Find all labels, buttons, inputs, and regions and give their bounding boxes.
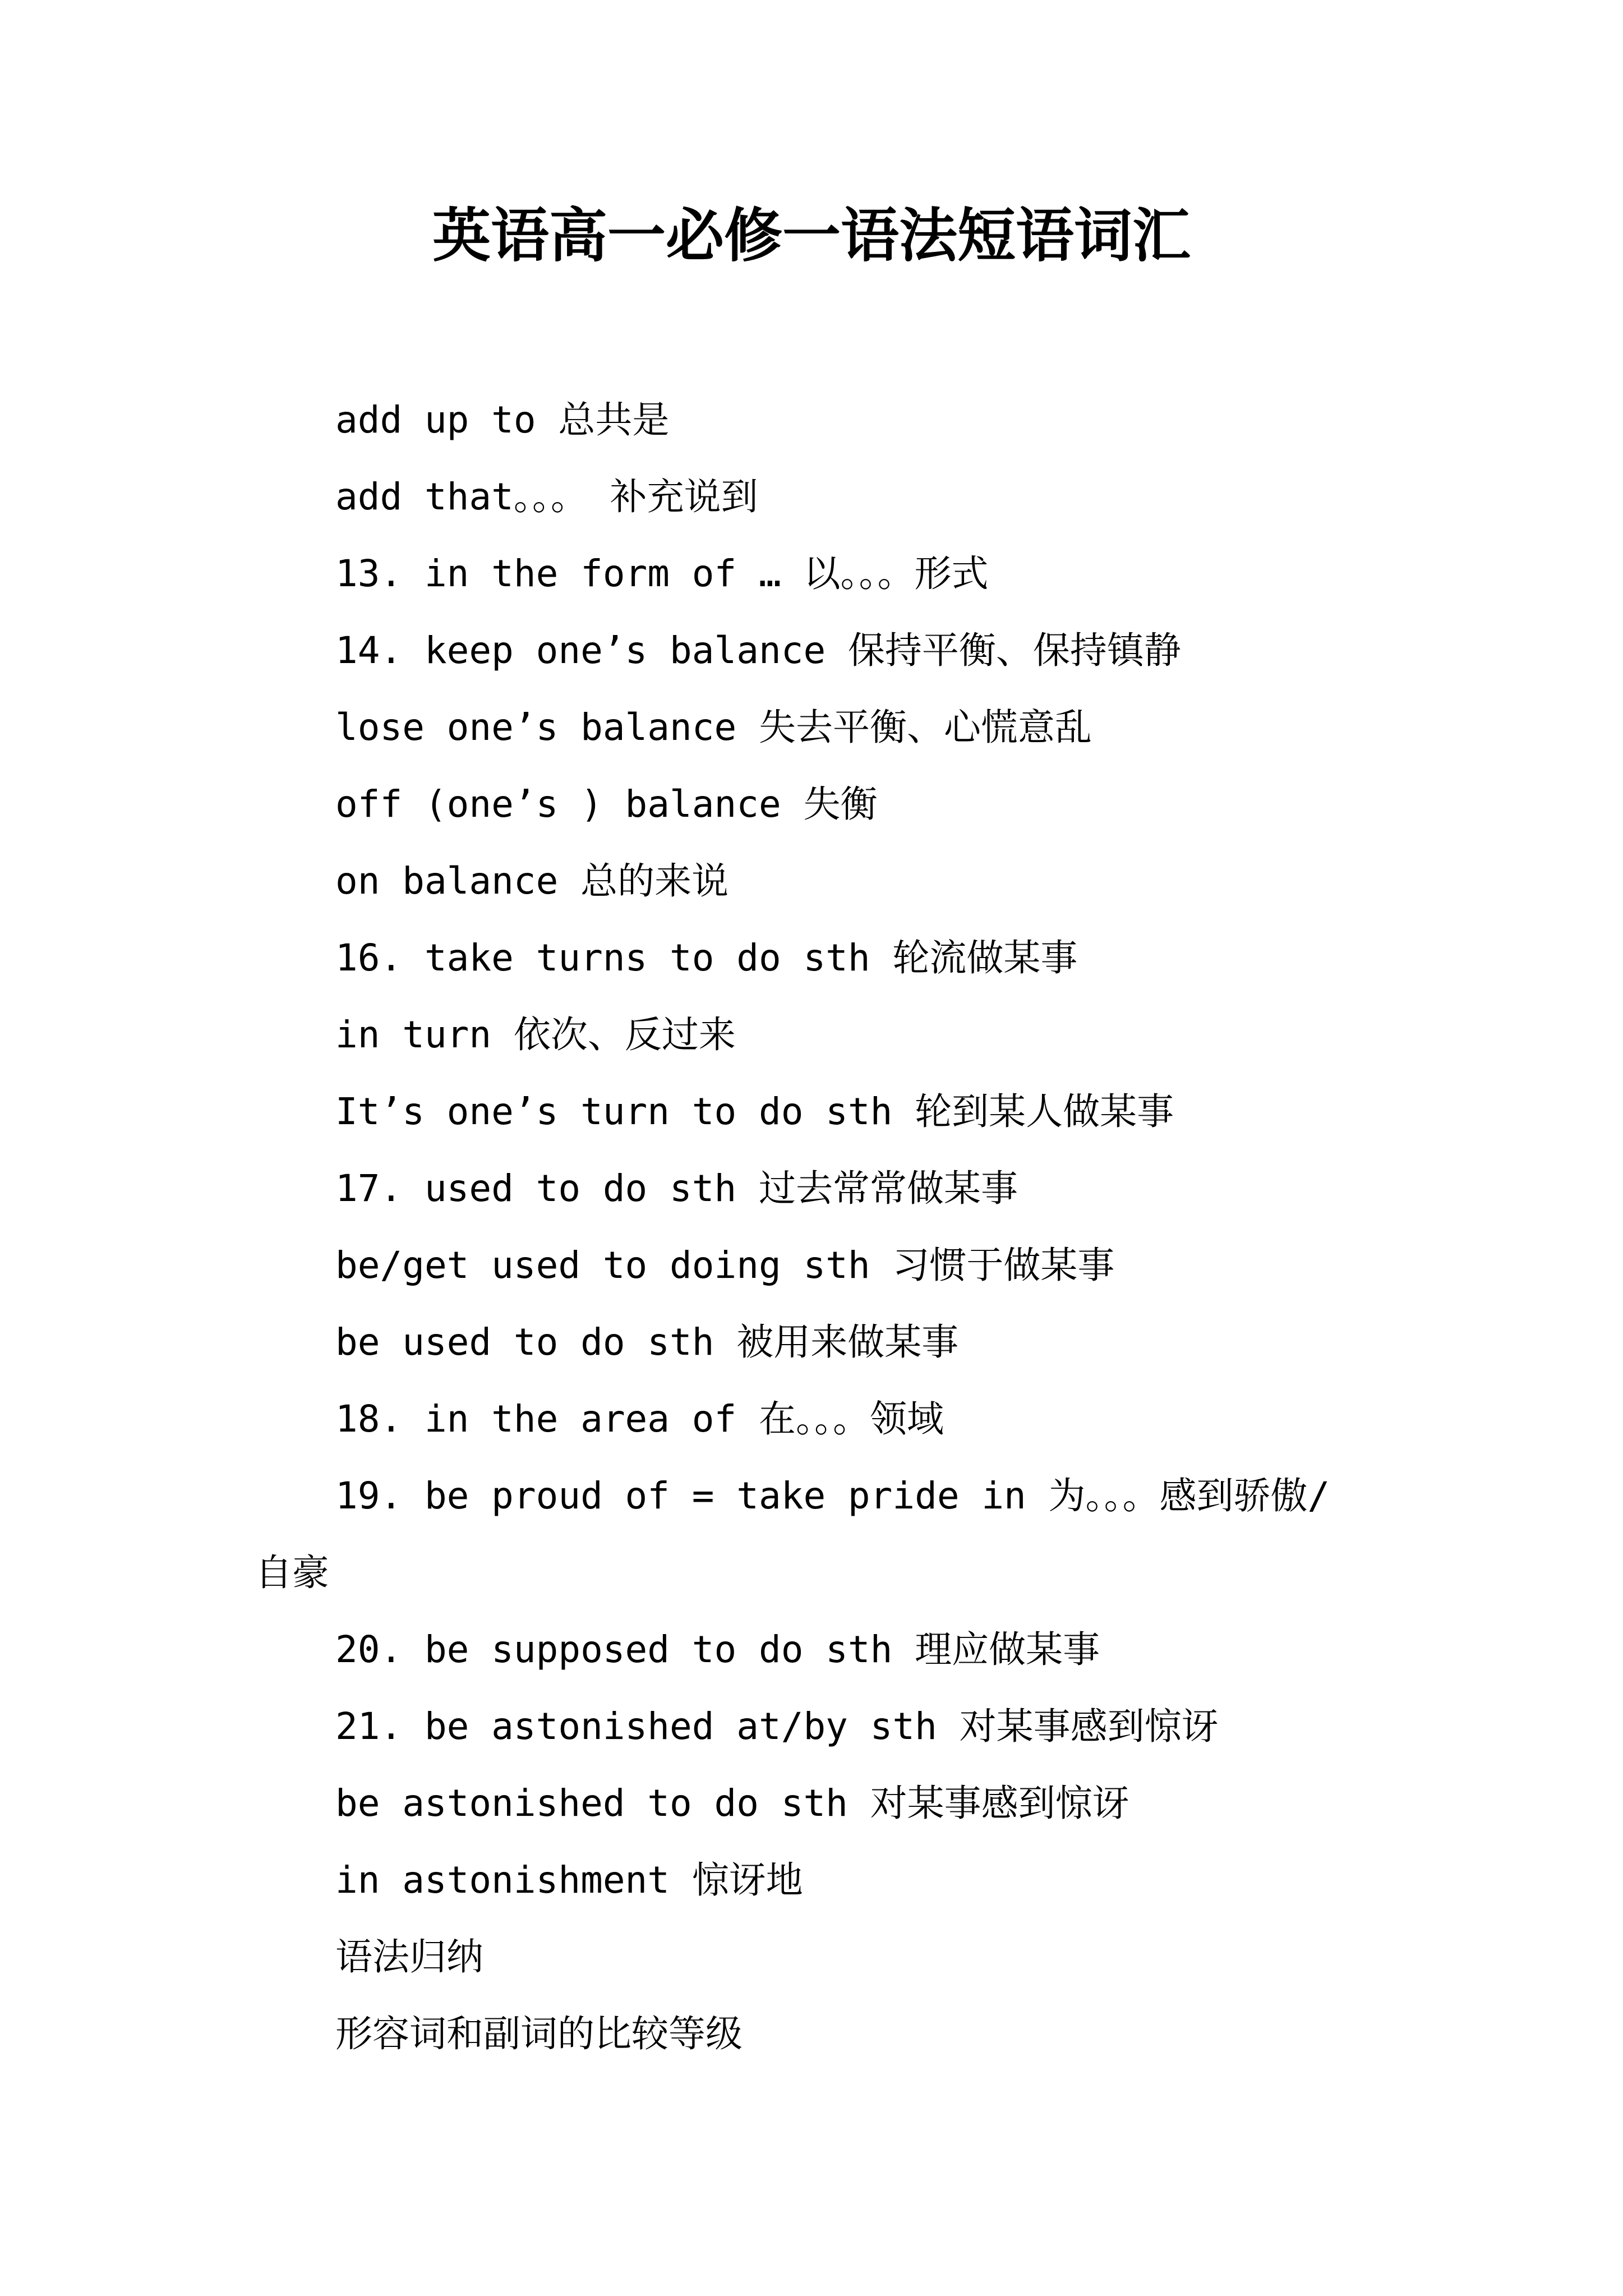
document-body xyxy=(255,381,1377,2072)
text-line-continuation: 自豪 xyxy=(255,1551,329,1594)
text-line: It’s one’s turn to do sth 轮到某人做某事 xyxy=(335,1090,1174,1133)
text-line: add up to 总共是 xyxy=(335,398,670,441)
text-line: be/get used to doing sth 习惯于做某事 xyxy=(335,1244,1115,1287)
text-line: in astonishment 惊讶地 xyxy=(335,1858,803,1902)
text-line: 13. in the form of … 以。。。形式 xyxy=(335,552,989,595)
text-line: 20. be supposed to do sth 理应做某事 xyxy=(335,1628,1100,1671)
text-line: on balance 总的来说 xyxy=(335,859,729,903)
text-line: 21. be astonished at/by sth 对某事感到惊讶 xyxy=(335,1705,1219,1748)
section-heading: 语法归纳 xyxy=(335,1935,483,1978)
text-line: off (one’s ) balance 失衡 xyxy=(335,783,878,826)
text-line: in turn 依次、反过来 xyxy=(335,1013,736,1056)
text-line: 16. take turns to do sth 轮流做某事 xyxy=(335,936,1078,979)
text-line: be used to do sth 被用来做某事 xyxy=(335,1320,959,1364)
text-line: be astonished to do sth 对某事感到惊讶 xyxy=(335,1782,1129,1825)
section-subheading: 形容词和副词的比较等级 xyxy=(335,2012,743,2055)
text-line: 19. be proud of = take pride in 为。。。感到骄傲/ xyxy=(335,1474,1330,1517)
text-line: 18. in the area of 在。。。领域 xyxy=(335,1397,944,1441)
text-line: lose one’s balance 失去平衡、心慌意乱 xyxy=(335,706,1092,749)
text-line: 17. used to do sth 过去常常做某事 xyxy=(335,1167,1018,1210)
document-title: 英语高一必修一语法短语词汇 xyxy=(432,201,1191,270)
text-line: 14. keep one’s balance 保持平衡、保持镇静 xyxy=(335,629,1181,672)
text-line: add that。。。 补充说到 xyxy=(335,475,758,518)
